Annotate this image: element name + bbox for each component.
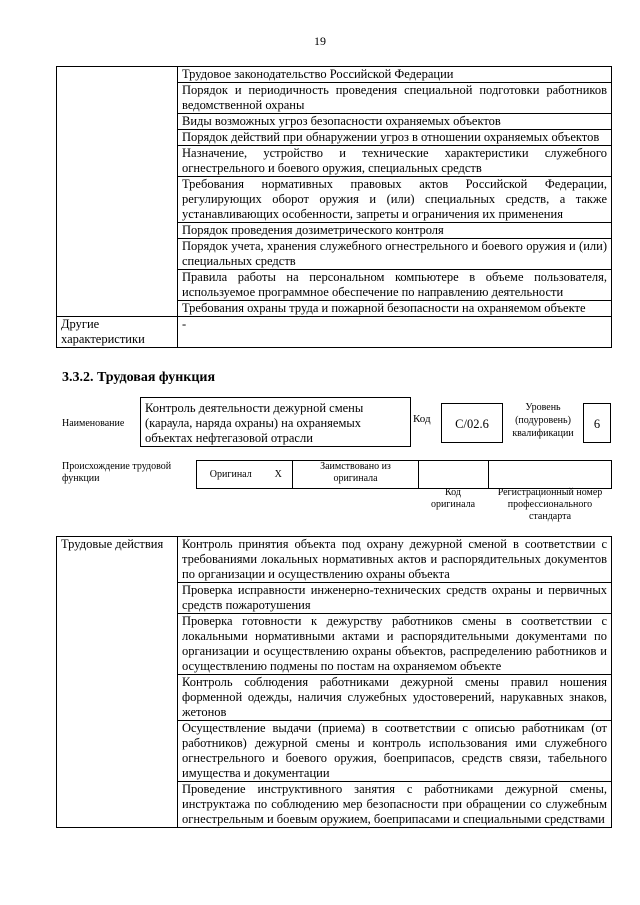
original-mark: X [265,461,293,489]
qualification-level-label: Уровень (подуровень) квалификации [512,402,574,439]
section-title: 3.3.2. Трудовая функция [62,370,216,385]
knowledge-item: Виды возможных угроз безопасности охраняемых объектов [178,114,612,130]
knowledge-item: Требования охраны труда и пожарной безопасности на охраняемом объекте [178,301,612,317]
qualification-level-value: 6 [583,403,611,443]
origin-label: Происхождение трудовой функции [62,461,172,484]
name-label: Наименование [62,418,125,429]
labor-action-item: Проверка исправности инженерно-технических средств охраны и первичных средств пожаротушения [178,583,612,614]
original-label: Оригинал [197,461,265,489]
page-number: 19 [314,34,326,48]
code-label: Код [413,413,431,425]
labor-action-item: Контроль соблюдения работниками дежурной смены правил ношения форменной одежды, наличия служебных удостоверений, нарукавных знаков, жетонов [178,675,612,721]
code-original-cell [419,461,489,489]
knowledge-item: Трудовое законодательство Российской Федерации [178,67,612,83]
knowledge-item: Требования нормативных правовых актов Российской Федерации, регулирующих оборот оружия и (или) специальных средств, а также устанавливающих особенности, запреты и ограничения их применения [178,177,612,223]
knowledge-item: Порядок действий при обнаружении угроз в отношении охраняемых объектов [178,130,612,146]
origin-table [196,460,612,489]
function-name-value: Контроль деятельности дежурной смены (караула, наряда охраны) на охраняемых объектах нефтегазовой отрасли [140,397,411,447]
other-characteristics-value: - [178,317,612,348]
knowledge-item: Порядок и периодичность проведения специальной подготовки работников ведомственной охраны [178,83,612,114]
code-original-label: Код оригинала [430,487,476,510]
knowledge-item: Назначение, устройство и технические характеристики служебного огнестрельного и боевого оружия, специальных средств [178,146,612,177]
required-knowledge-table [56,66,612,348]
knowledge-item: Порядок учета, хранения служебного огнестрельного и боевого оружия и (или) специальных средств [178,239,612,270]
knowledge-item: Порядок проведения дозиметрического контроля [178,223,612,239]
reg-number-cell [489,461,612,489]
knowledge-label-cell [57,67,178,317]
labor-action-item: Контроль принятия объекта под охрану дежурной сменой в соответствии с требованиями локальных нормативных актов и распорядительных документов по организации и осуществлению охраны объекта [178,537,612,583]
other-characteristics-label: Другие характеристики [57,317,178,348]
knowledge-item: Правила работы на персональном компьютере в объеме пользователя, используемое программное обеспечение по направлению деятельности [178,270,612,301]
labor-actions-label: Трудовые действия [57,537,178,828]
labor-action-item: Проверка готовности к дежурству работников смены в соответствии с локальными нормативными актами и распорядительными документами по организации и осуществлению охраны объектов, распределению работников и осуществлению подмены по постам на охраняемом объекте [178,614,612,675]
function-code-value: C/02.6 [441,403,503,443]
labor-action-item: Осуществление выдачи (приема) в соответствии с описью работникам (от работников) дежурной смены и контроль использования ими служебного огнестрельного и боевого оружия, боеприпасов, средств связи, табельного имущества и документации [178,721,612,782]
labor-action-item: Проведение инструктивного занятия с работниками дежурной смены, инструктажа по соблюдению мер безопасности при обращении со служебным огнестрельным и боевым оружием, боеприпасами и специальными средствами [178,782,612,828]
borrowed-label: Заимствовано из оригинала [293,461,419,489]
reg-number-label: Регистрационный номер профессионального стандарта [497,487,603,522]
labor-actions-table [56,536,612,828]
